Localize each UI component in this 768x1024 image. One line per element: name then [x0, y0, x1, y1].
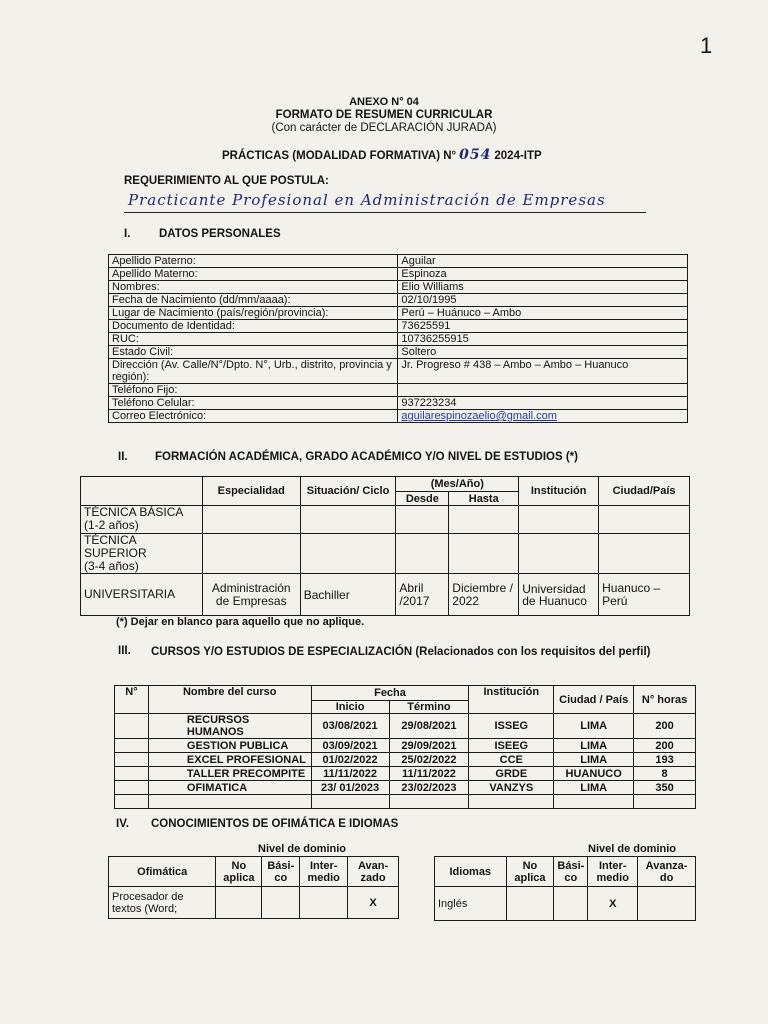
- section1-title: DATOS PERSONALES: [159, 228, 281, 240]
- section3-title: CURSOS Y/O ESTUDIOS DE ESPECIALIZACIÓN (Relacionados con los requisitos del perfil): [151, 646, 651, 658]
- academic-header-ciudad: Ciudad/País: [599, 477, 690, 506]
- course-institucion: [469, 795, 554, 809]
- course-inicio: 03/09/2021: [311, 739, 389, 753]
- section1-num: I.: [124, 228, 131, 240]
- course-row: [115, 714, 696, 739]
- course-ciudad: LIMA: [554, 714, 634, 739]
- idiomas-mark: X: [588, 887, 638, 921]
- personal-row: [109, 320, 688, 333]
- practice-number: 054: [459, 147, 492, 163]
- course-row: [115, 781, 696, 795]
- academic-header-desde: Desde: [396, 492, 449, 506]
- personal-row: [109, 397, 688, 410]
- practice-suffix: 2024-ITP: [494, 150, 542, 162]
- courses-header-termino: Término: [389, 701, 469, 714]
- personal-label: Documento de Identidad:: [109, 320, 398, 333]
- courses-header-institucion: Institución: [469, 686, 554, 714]
- personal-value: [398, 384, 688, 397]
- course-institucion: GRDE: [469, 767, 554, 781]
- personal-row: [109, 294, 688, 307]
- section3-num: III.: [118, 645, 131, 657]
- personal-row: [109, 268, 688, 281]
- academic-desde: Abril /2017: [396, 574, 449, 616]
- course-horas: [634, 795, 696, 809]
- personal-value: Espinoza: [398, 268, 688, 281]
- idiomas-level-avanzado: Avanza-do: [638, 857, 696, 887]
- courses-header-inicio: Inicio: [311, 701, 389, 714]
- practice-prefix: PRÁCTICAS (MODALIDAD FORMATIVA) N°: [222, 150, 457, 162]
- course-inicio: 11/11/2022: [311, 767, 389, 781]
- course-inicio: 23/ 01/2023: [311, 781, 389, 795]
- requirement-label: REQUERIMIENTO AL QUE POSTULA:: [124, 175, 329, 187]
- academic-row: [81, 574, 690, 616]
- course-horas: 350: [634, 781, 696, 795]
- section2-title: FORMACIÓN ACADÉMICA, GRADO ACADÉMICO Y/O NIVEL DE ESTUDIOS (*): [155, 451, 578, 463]
- course-termino: 23/02/2023: [389, 781, 469, 795]
- course-ciudad: HUANUCO: [554, 767, 634, 781]
- form-subtitle: (Con carácter de DECLARACIÓN JURADA): [271, 122, 497, 134]
- personal-value: Perú – Huánuco – Ambo: [398, 307, 688, 320]
- courses-header-nombre: Nombre del curso: [148, 686, 311, 714]
- personal-label: Nombres:: [109, 281, 398, 294]
- academic-ciudad: [599, 506, 690, 534]
- academic-header-especialidad: Especialidad: [202, 477, 300, 506]
- form-title: FORMATO DE RESUMEN CURRICULAR: [275, 109, 493, 121]
- course-inicio: 03/08/2021: [311, 714, 389, 739]
- section4-title: CONOCIMIENTOS DE OFIMÁTICA E IDIOMAS: [151, 818, 399, 830]
- ofimatica-mark: X: [348, 887, 399, 919]
- idiomas-level-no-aplica: No aplica: [506, 857, 554, 887]
- section2-num: II.: [118, 451, 128, 463]
- personal-value: 02/10/1995: [398, 294, 688, 307]
- academic-hasta: Diciembre / 2022: [449, 574, 519, 616]
- course-termino: [389, 795, 469, 809]
- academic-level: TÉCNICA SUPERIOR (3-4 años): [81, 534, 203, 574]
- course-n: [115, 767, 149, 781]
- idiomas-mark: [638, 887, 696, 921]
- course-nombre: RECURSOS HUMANOS: [148, 714, 311, 739]
- course-n: [115, 739, 149, 753]
- personal-value: Jr. Progreso # 438 – Ambo – Ambo – Huanuco: [398, 359, 688, 384]
- course-n: [115, 753, 149, 767]
- idiomas-item: Inglés: [435, 887, 507, 921]
- academic-situacion: [300, 506, 396, 534]
- personal-row: [109, 359, 688, 384]
- courses-table: [114, 685, 696, 809]
- course-horas: 8: [634, 767, 696, 781]
- idiomas-nivel-label: Nivel de dominio: [588, 843, 677, 855]
- section4-num: IV.: [116, 818, 130, 830]
- academic-institucion: [519, 534, 599, 574]
- personal-label: RUC:: [109, 333, 398, 346]
- course-row: [115, 767, 696, 781]
- ofimatica-mark: [216, 887, 262, 919]
- personal-label: Apellido Materno:: [109, 268, 398, 281]
- personal-value: Elio Williams: [398, 281, 688, 294]
- academic-header-mes-anio: (Mes/Año): [396, 477, 519, 492]
- course-n: [115, 781, 149, 795]
- academic-header-institucion: Institución: [519, 477, 599, 506]
- academic-situacion: [300, 534, 396, 574]
- course-termino: 29/09/2021: [389, 739, 469, 753]
- course-institucion: ISSEG: [469, 714, 554, 739]
- course-horas: 200: [634, 739, 696, 753]
- idiomas-header: Idiomas: [435, 857, 507, 887]
- course-termino: 29/08/2021: [389, 714, 469, 739]
- idiomas-table: [434, 856, 696, 921]
- academic-desde: [396, 534, 449, 574]
- academic-institucion: Universidad de Huanuco: [519, 574, 599, 616]
- page-number: 1: [700, 33, 713, 58]
- personal-label: Dirección (Av. Calle/N°/Dpto. N°, Urb., distrito, provincia y región):: [109, 359, 398, 384]
- academic-ciudad: [599, 534, 690, 574]
- annex-title: ANEXO N° 04: [349, 96, 419, 108]
- academic-level: UNIVERSITARIA: [81, 574, 203, 616]
- ofimatica-item: Procesador de textos (Word;: [109, 887, 216, 919]
- personal-row: [109, 333, 688, 346]
- personal-row: [109, 307, 688, 320]
- academic-institucion: [519, 506, 599, 534]
- course-nombre: GESTION PUBLICA: [148, 739, 311, 753]
- course-nombre: OFIMATICA: [148, 781, 311, 795]
- academic-desde: [396, 506, 449, 534]
- course-institucion: ISEEG: [469, 739, 554, 753]
- course-row: [115, 739, 696, 753]
- practice-line: [222, 147, 542, 163]
- course-institucion: VANZYS: [469, 781, 554, 795]
- course-nombre: EXCEL PROFESIONAL: [148, 753, 311, 767]
- personal-row: [109, 384, 688, 397]
- academic-situacion: Bachiller: [300, 574, 396, 616]
- course-horas: 193: [634, 753, 696, 767]
- personal-label: Correo Electrónico:: [109, 410, 398, 423]
- personal-label: Lugar de Nacimiento (país/región/provincia):: [109, 307, 398, 320]
- personal-value: 73625591: [398, 320, 688, 333]
- course-horas: 200: [634, 714, 696, 739]
- academic-level: TÉCNICA BÁSICA (1-2 años): [81, 506, 203, 534]
- academic-row: [81, 534, 690, 574]
- personal-label: Fecha de Nacimiento (dd/mm/aaaa):: [109, 294, 398, 307]
- course-n: [115, 795, 149, 809]
- personal-value: aguilarespinozaelio@gmail.com: [398, 410, 688, 423]
- personal-row: [109, 255, 688, 268]
- personal-label: Teléfono Celular:: [109, 397, 398, 410]
- idiomas-mark: [554, 887, 588, 921]
- course-termino: 25/02/2022: [389, 753, 469, 767]
- course-nombre: [148, 795, 311, 809]
- academic-table: [80, 476, 690, 616]
- academic-ciudad: Huanuco – Perú: [599, 574, 690, 616]
- academic-header-hasta: Hasta: [449, 492, 519, 506]
- courses-header-fecha: Fecha: [311, 686, 469, 701]
- ofimatica-level-basico: Bási-co: [262, 857, 300, 887]
- academic-hasta: [449, 534, 519, 574]
- ofimatica-level-no-aplica: No aplica: [216, 857, 262, 887]
- course-row: [115, 795, 696, 809]
- academic-header-situacion: Situación/ Ciclo: [300, 477, 396, 506]
- course-institucion: CCE: [469, 753, 554, 767]
- academic-row: [81, 506, 690, 534]
- personal-row: [109, 281, 688, 294]
- course-ciudad: [554, 795, 634, 809]
- ofimatica-table: [108, 856, 399, 919]
- academic-footnote: (*) Dejar en blanco para aquello que no aplique.: [116, 616, 365, 628]
- ofimatica-mark: [262, 887, 300, 919]
- course-termino: 11/11/2022: [389, 767, 469, 781]
- personal-label: Apellido Paterno:: [109, 255, 398, 268]
- course-nombre: TALLER PRECOMPITE: [148, 767, 311, 781]
- courses-header-ciudad: Ciudad / País: [554, 686, 634, 714]
- course-inicio: 01/02/2022: [311, 753, 389, 767]
- academic-especialidad: [202, 506, 300, 534]
- ofimatica-nivel-label: Nivel de dominio: [258, 843, 347, 855]
- personal-label: Estado Civil:: [109, 346, 398, 359]
- course-row: [115, 753, 696, 767]
- personal-row: [109, 410, 688, 423]
- course-ciudad: LIMA: [554, 781, 634, 795]
- courses-header-horas: N° horas: [634, 686, 696, 714]
- personal-value: Aguilar: [398, 255, 688, 268]
- personal-label: Teléfono Fijo:: [109, 384, 398, 397]
- course-inicio: [311, 795, 389, 809]
- idiomas-mark: [506, 887, 554, 921]
- idiomas-level-intermedio: Inter-medio: [588, 857, 638, 887]
- personal-value: 937223234: [398, 397, 688, 410]
- academic-especialidad: Administración de Empresas: [202, 574, 300, 616]
- courses-header-n: N°: [115, 686, 149, 714]
- personal-value: 10736255915: [398, 333, 688, 346]
- requirement-underline: [124, 212, 646, 213]
- ofimatica-level-intermedio: Inter-medio: [300, 857, 348, 887]
- course-ciudad: LIMA: [554, 753, 634, 767]
- course-ciudad: LIMA: [554, 739, 634, 753]
- course-n: [115, 714, 149, 739]
- academic-hasta: [449, 506, 519, 534]
- ofimatica-mark: [300, 887, 348, 919]
- personal-data-table: [108, 254, 688, 423]
- ofimatica-level-avanzado: Avan-zado: [348, 857, 399, 887]
- personal-row: [109, 346, 688, 359]
- ofimatica-header: Ofimática: [109, 857, 216, 887]
- personal-value: Soltero: [398, 346, 688, 359]
- idiomas-level-basico: Bási-co: [554, 857, 588, 887]
- academic-especialidad: [202, 534, 300, 574]
- requirement-value: Practicante Profesional en Administración de Empresas: [128, 191, 606, 209]
- academic-corner: [81, 477, 203, 506]
